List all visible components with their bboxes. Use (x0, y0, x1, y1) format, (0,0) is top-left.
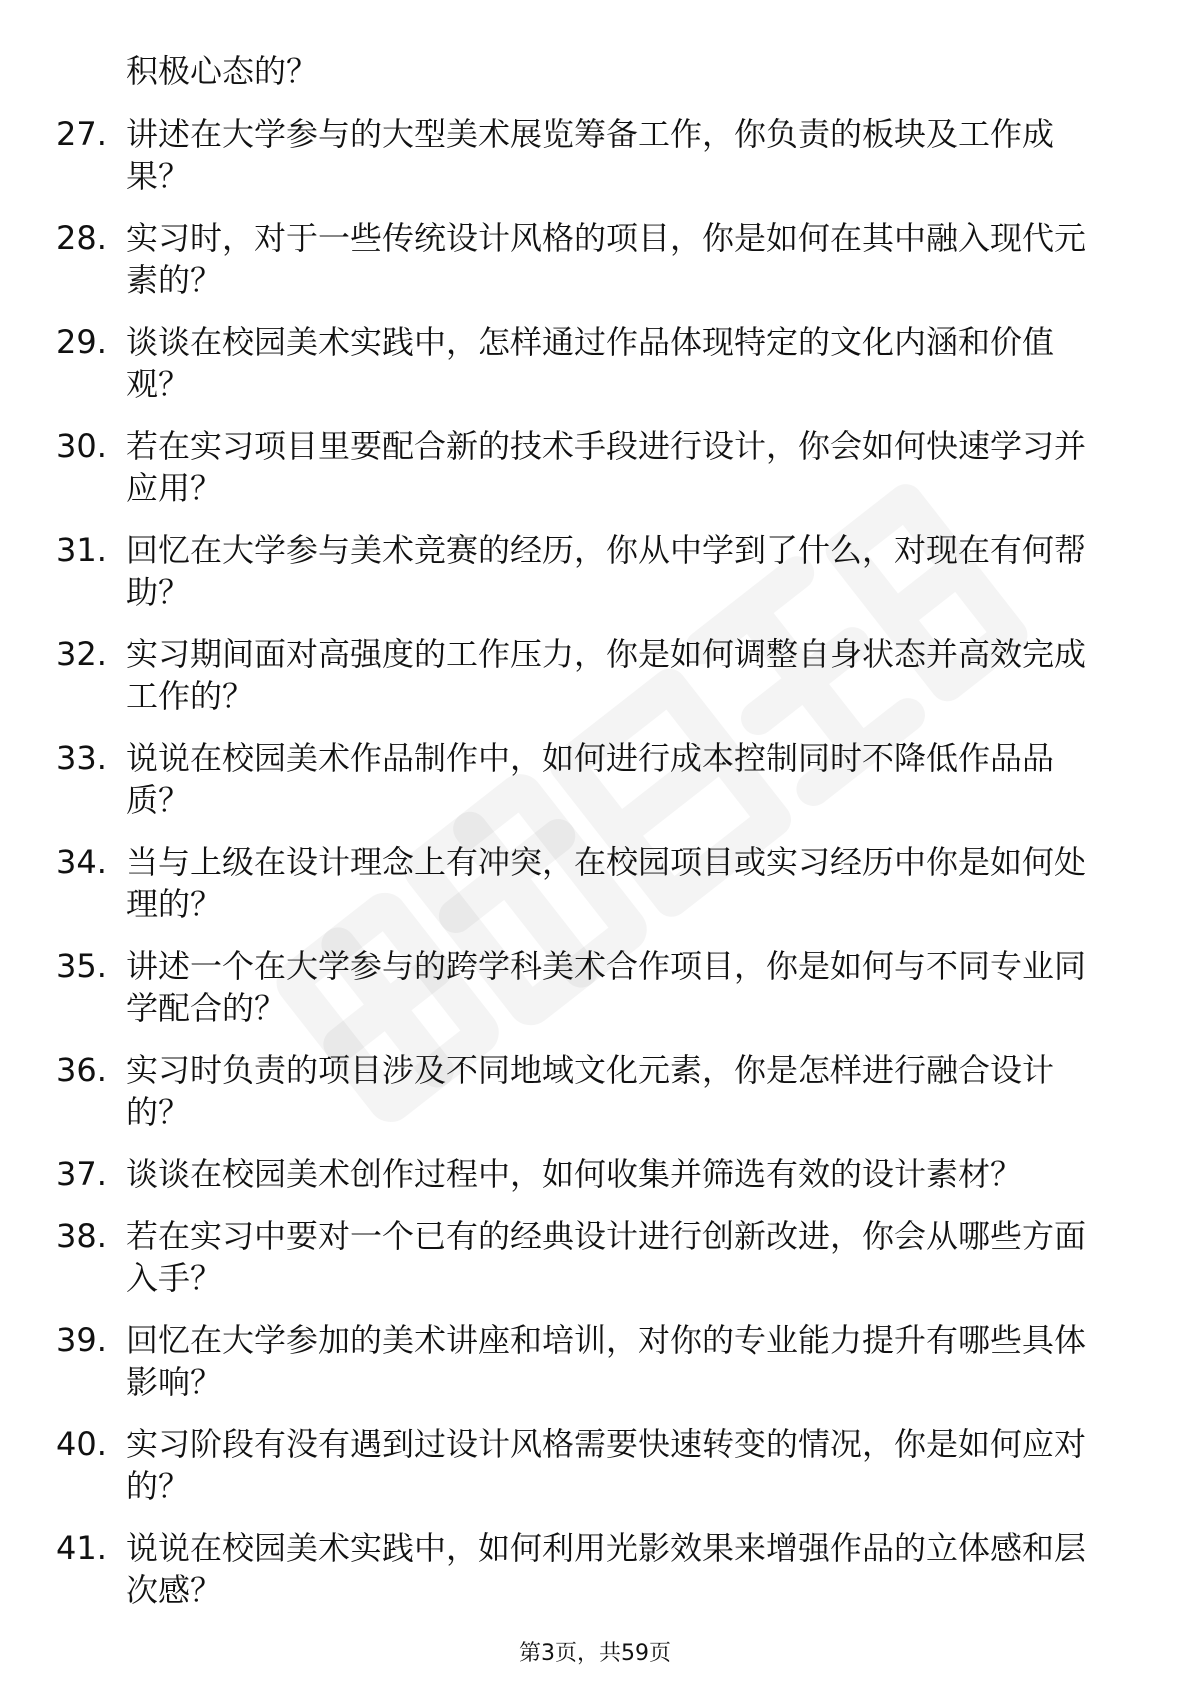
question-item (0, 529, 1190, 633)
question-number: 36. (56, 1051, 107, 1089)
question-item (0, 425, 1190, 529)
question-text: 说说在校园美术实践中，如何利用光影效果来增强作品的立体感和层次感？ (126, 1529, 1087, 1609)
question-number: 38. (56, 1217, 107, 1255)
question-number: 29. (56, 323, 107, 361)
question-number: 27. (56, 115, 107, 153)
continued-question-text: 积极心态的？ (126, 52, 319, 90)
question-item (0, 737, 1190, 841)
question-item (0, 633, 1190, 737)
question-number: 37. (56, 1155, 107, 1193)
question-item (0, 1319, 1190, 1423)
question-text: 讲述在大学参与的大型美术展览筹备工作，你负责的板块及工作成果？ (126, 115, 1055, 195)
question-list (0, 113, 1190, 1631)
question-text: 若在实习中要对一个已有的经典设计进行创新改进，你会从哪些方面入手？ (126, 1217, 1087, 1297)
question-text: 实习时负责的项目涉及不同地域文化元素，你是怎样进行融合设计的？ (126, 1051, 1055, 1131)
question-text: 谈谈在校园美术实践中，怎样通过作品体现特定的文化内涵和价值观？ (126, 323, 1055, 403)
question-number: 33. (56, 739, 107, 777)
question-text: 若在实习项目里要配合新的技术手段进行设计，你会如何快速学习并应用？ (126, 427, 1087, 507)
question-item (0, 113, 1190, 217)
question-item (0, 945, 1190, 1049)
page-number-footer: 第3页，共59页 (519, 1641, 671, 1666)
question-number: 30. (56, 427, 107, 465)
question-text: 实习阶段有没有遇到过设计风格需要快速转变的情况，你是如何应对的？ (126, 1425, 1087, 1505)
question-number: 35. (56, 947, 107, 985)
question-text: 回忆在大学参与美术竞赛的经历，你从中学到了什么，对现在有何帮助？ (126, 531, 1087, 611)
question-number: 39. (56, 1321, 107, 1359)
question-item (0, 1215, 1190, 1319)
question-number: 41. (56, 1529, 107, 1567)
question-number: 28. (56, 219, 107, 257)
question-text: 讲述一个在大学参与的跨学科美术合作项目，你是如何与不同专业同学配合的？ (126, 947, 1087, 1027)
question-item (0, 1153, 1190, 1215)
question-item (0, 1049, 1190, 1153)
question-text: 谈谈在校园美术创作过程中，如何收集并筛选有效的设计素材？ (126, 1155, 1023, 1193)
question-text: 当与上级在设计理念上有冲突，在校园项目或实习经历中你是如何处理的？ (126, 843, 1087, 923)
question-item (0, 1423, 1190, 1527)
question-item (0, 321, 1190, 425)
question-number: 40. (56, 1425, 107, 1463)
question-number: 31. (56, 531, 107, 569)
question-text: 实习期间面对高强度的工作压力，你是如何调整自身状态并高效完成工作的？ (126, 635, 1087, 715)
question-item (0, 217, 1190, 321)
question-number: 34. (56, 843, 107, 881)
question-item (0, 841, 1190, 945)
question-text: 说说在校园美术作品制作中，如何进行成本控制同时不降低作品品质？ (126, 739, 1055, 819)
question-item (0, 1527, 1190, 1631)
question-text: 实习时，对于一些传统设计风格的项目，你是如何在其中融入现代元素的？ (126, 219, 1087, 299)
question-number: 32. (56, 635, 107, 673)
question-text: 回忆在大学参加的美术讲座和培训，对你的专业能力提升有哪些具体影响？ (126, 1321, 1087, 1401)
